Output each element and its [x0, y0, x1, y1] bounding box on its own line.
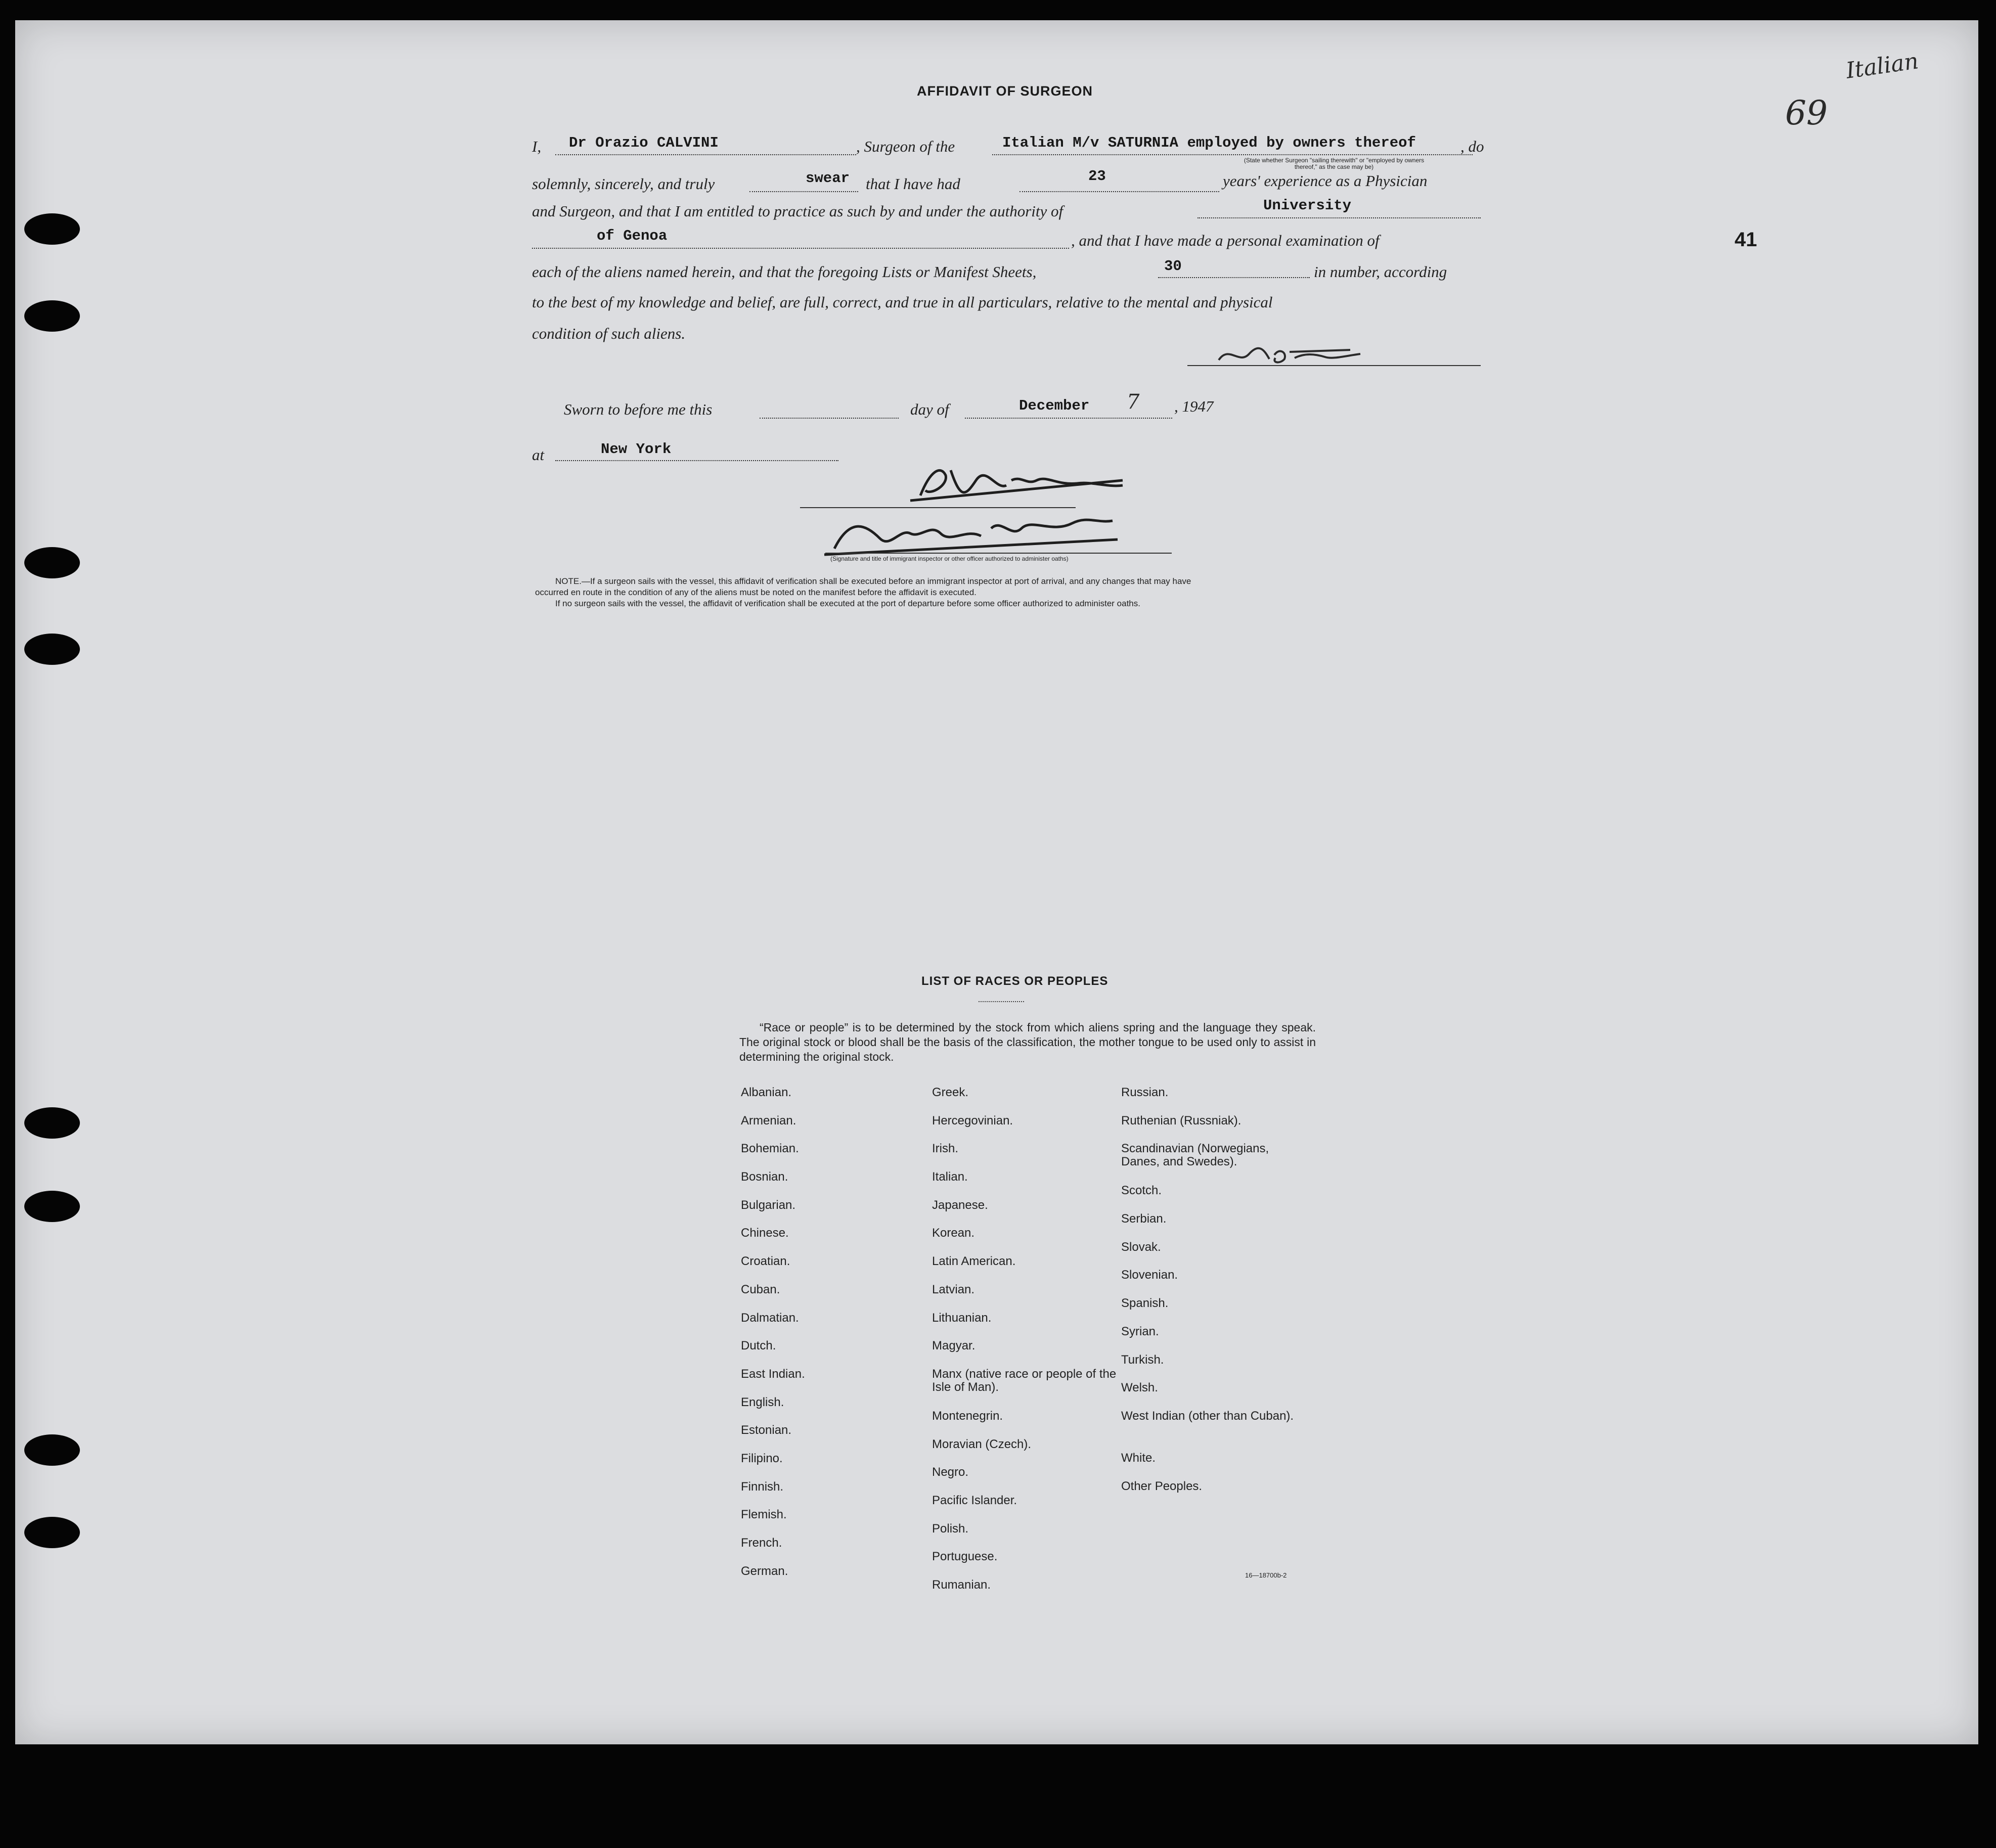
affidavit-line5-suffix: in number, according — [1314, 263, 1447, 281]
affidavit-line2-prefix: solemnly, sincerely, and truly — [532, 175, 715, 193]
race-entry: Dalmatian. — [741, 1311, 799, 1325]
race-entry: French. — [741, 1536, 782, 1550]
race-entry: Albanian. — [741, 1086, 792, 1099]
race-entry: Scandinavian (Norwegians, Danes, and Swedes). — [1121, 1142, 1269, 1169]
sworn-date-line — [965, 418, 1172, 419]
races-column-2 — [927, 1086, 1119, 1607]
race-entry: Greek. — [932, 1086, 969, 1099]
race-entry: Rumanian. — [932, 1578, 991, 1592]
affidavit-line4-suffix: , and that I have made a personal examination of — [1071, 232, 1380, 249]
race-entry: Chinese. — [741, 1226, 789, 1240]
binder-hole — [24, 634, 80, 665]
race-entry: Estonian. — [741, 1423, 792, 1437]
surgeon-name-line — [555, 154, 856, 155]
years-field: 23 — [1088, 168, 1106, 185]
inspector-title-line — [825, 553, 1172, 554]
surgeon-signature — [1214, 340, 1376, 370]
race-entry: Pacific Islander. — [932, 1493, 1017, 1507]
years-line — [1019, 191, 1219, 192]
sheets-field: 30 — [1164, 258, 1182, 275]
race-entry: West Indian (other than Cuban). — [1121, 1409, 1294, 1423]
races-column-3 — [1116, 1086, 1308, 1508]
binder-hole — [24, 547, 80, 578]
binder-hole — [24, 300, 80, 332]
stamped-page-number: 41 — [1735, 229, 1757, 251]
race-entry: Flemish. — [741, 1508, 787, 1522]
note-line-3: If no surgeon sails with the vessel, the affidavit of verification shall be executed at the port of departure before some officer authorized to administer oaths. — [555, 599, 1140, 608]
race-entry: Serbian. — [1121, 1212, 1167, 1226]
affidavit-line3-prefix: and Surgeon, and that I am entitled to practice as such by and under the authority of — [532, 202, 1063, 220]
race-entry: East Indian. — [741, 1367, 805, 1381]
binder-hole — [24, 1517, 80, 1548]
affidavit-line1-mid: , Surgeon of the — [856, 138, 955, 155]
race-entry: Armenian. — [741, 1113, 796, 1128]
inspector-signature — [900, 460, 1143, 506]
note-line-1: NOTE.—If a surgeon sails with the vessel, this affidavit of verification shall be executed before an immigrant inspector at port of arrival, and any changes that may have — [555, 576, 1191, 586]
handwritten-page-number: 69 — [1785, 94, 1828, 132]
surgeon-name-field: Dr Orazio CALVINI — [569, 134, 719, 151]
race-entry: Latvian. — [932, 1282, 975, 1296]
authority-line-1 — [1197, 217, 1481, 218]
sworn-month-field: December — [1019, 397, 1090, 414]
race-entry: Polish. — [932, 1521, 969, 1536]
races-title-rule — [979, 1001, 1024, 1002]
vessel-hint — [1233, 157, 1435, 170]
signature-caption: (Signature and title of immigrant inspector or other officer authorized to administer oaths) — [830, 555, 1069, 562]
race-entry: Spanish. — [1121, 1296, 1169, 1311]
race-entry: Turkish. — [1121, 1353, 1164, 1367]
race-entry: Japanese. — [932, 1198, 988, 1212]
race-entry: Hercegovinian. — [932, 1113, 1013, 1128]
authority-line-2 — [532, 248, 1069, 249]
sheets-line — [1158, 277, 1310, 278]
race-entry: Slovenian. — [1121, 1268, 1178, 1282]
binder-hole — [24, 1191, 80, 1222]
form-code: 16—18700b-2 — [1245, 1571, 1287, 1579]
race-entry: Lithuanian. — [932, 1311, 992, 1325]
race-entry: Finnish. — [741, 1479, 784, 1494]
race-entry: Cuban. — [741, 1282, 780, 1296]
race-entry: Montenegrin. — [932, 1409, 1003, 1423]
affidavit-line1-suffix: , do — [1460, 138, 1484, 155]
binder-hole — [24, 1434, 80, 1466]
race-entry: Slovak. — [1121, 1240, 1161, 1254]
oath-field: swear — [806, 170, 850, 187]
race-entry: Korean. — [932, 1226, 975, 1240]
authority-field-1: University — [1263, 197, 1352, 214]
race-entry: Filipino. — [741, 1451, 783, 1465]
sworn-place-line — [555, 460, 838, 461]
vessel-field: Italian M/v SATURNIA employed by owners thereof — [1002, 134, 1416, 151]
race-entry: White. — [1121, 1451, 1156, 1465]
binder-hole — [24, 1107, 80, 1139]
race-entry: Russian. — [1121, 1086, 1169, 1099]
race-entry: Syrian. — [1121, 1324, 1159, 1338]
race-entry: Ruthenian (Russniak). — [1121, 1113, 1241, 1128]
race-entry: Croatian. — [741, 1254, 790, 1269]
affidavit-line7: condition of such aliens. — [532, 325, 686, 342]
sworn-prefix: Sworn to before me this — [564, 400, 713, 418]
affidavit-line1-prefix: I, — [532, 138, 542, 155]
affidavit-line2-suffix: years' experience as a Physician — [1223, 172, 1428, 190]
sworn-place-field: New York — [601, 441, 672, 458]
race-entry: Bosnian. — [741, 1170, 788, 1184]
sworn-day-line — [760, 418, 899, 419]
race-entry: Portuguese. — [932, 1550, 998, 1564]
sworn-at-label: at — [532, 446, 545, 464]
inspector-title-signature — [819, 508, 1133, 559]
vessel-hint-text: (State whether Surgeon "sailing therewith" or "employed by owners thereof," as the case may be) — [1244, 157, 1425, 170]
oath-line — [749, 191, 858, 192]
race-entry: Latin American. — [932, 1254, 1016, 1269]
sworn-year: , 1947 — [1174, 397, 1214, 415]
race-entry: Scotch. — [1121, 1184, 1162, 1198]
affidavit-line5-prefix: each of the aliens named herein, and that the foregoing Lists or Manifest Sheets, — [532, 263, 1037, 281]
races-intro: “Race or people” is to be determined by the stock from which aliens spring and the language they speak. The original stock or blood shall be the basis of the classification, the mother tongue to be used only to assist in determining the original stock. — [739, 1021, 1316, 1063]
affidavit-line2-mid: that I have had — [866, 175, 960, 193]
race-entry: Other Peoples. — [1121, 1479, 1203, 1493]
page-title: AFFIDAVIT OF SURGEON — [917, 83, 1093, 99]
race-entry: Bulgarian. — [741, 1198, 796, 1212]
race-entry: Welsh. — [1121, 1381, 1158, 1395]
race-entry: Magyar. — [932, 1339, 975, 1353]
note-line-2: occurred en route in the condition of any of the aliens must be noted on the manifest before the affidavit is executed. — [535, 588, 977, 597]
affidavit-line6: to the best of my knowledge and belief, are full, correct, and true in all particulars, relative to the mental and physical — [532, 293, 1273, 311]
races-title: LIST OF RACES OR PEOPLES — [921, 974, 1108, 988]
authority-field-2: of Genoa — [597, 228, 668, 244]
races-column-1 — [736, 1086, 928, 1593]
race-entry: Dutch. — [741, 1339, 776, 1353]
race-entry: Italian. — [932, 1170, 968, 1184]
race-entry: Bohemian. — [741, 1142, 799, 1156]
vessel-line — [992, 154, 1473, 155]
race-entry: Negro. — [932, 1465, 969, 1479]
sworn-day-field: 7 — [1127, 390, 1140, 414]
race-entry: Moravian (Czech). — [932, 1437, 1032, 1451]
race-entry: German. — [741, 1564, 788, 1578]
handwritten-note: Italian — [1844, 48, 1920, 84]
sworn-day-label: day of — [910, 400, 949, 418]
race-entry: Irish. — [932, 1142, 959, 1156]
binder-hole — [24, 213, 80, 245]
race-entry: Manx (native race or people of the Isle of Man). — [932, 1367, 1117, 1394]
race-entry: English. — [741, 1395, 784, 1409]
